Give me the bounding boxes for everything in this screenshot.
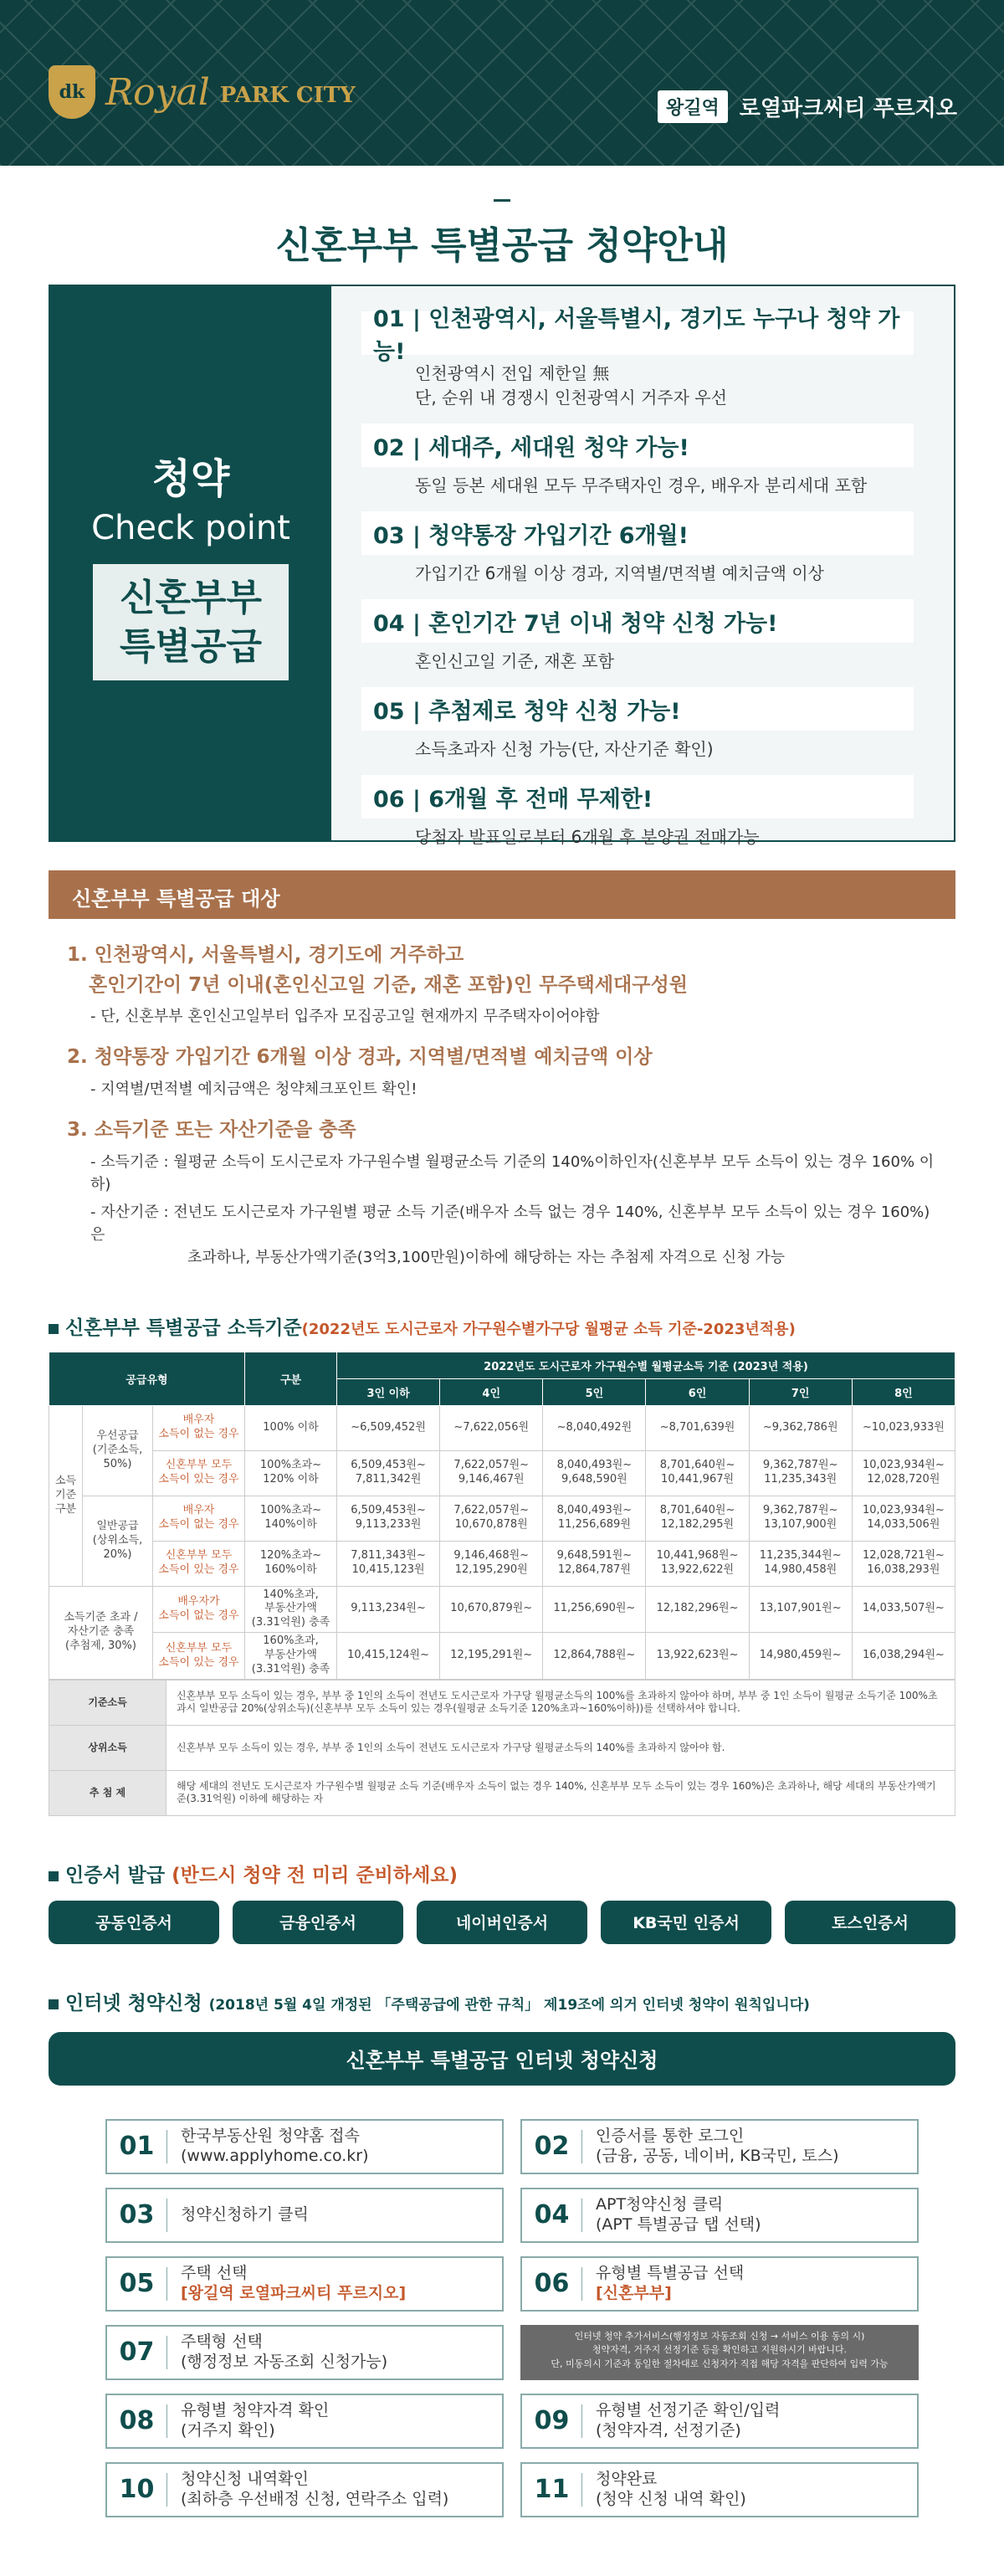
checkpoint-head: 02 | 세대주, 세대원 청약 가능! [361,423,914,467]
checkpoint-sub: Check point [91,509,290,548]
step-title: APT청약신청 클릭 [596,2195,724,2214]
col-div: 구분 [245,1352,337,1405]
income-value: 6,509,453원~ 9,113,233원 [337,1496,440,1541]
cert-button[interactable]: KB국민 인증서 [601,1901,771,1944]
col-header: 8인 [852,1378,955,1405]
income-value: 9,146,468원~ 12,195,290원 [440,1541,543,1586]
step-title: 인증서를 통한 로그인 [596,2127,745,2146]
apply-step [105,2325,504,2380]
note-text: 해당 세대의 전년도 도시근로자 가구원수별 월평균 소득 기준(배우자 소득이 없는 경우 140%, 신혼부부 모두 소득이 있는 경우 160%)은 초과하나, 해당 세대의 부동산가액기준(3.31억원) 이하에 해당하는 자 [166,1770,955,1815]
income-value: 11,256,690원~ [543,1586,646,1633]
checkpoint-head: 06 | 6개월 후 전매 무제한! [361,775,914,818]
step-note: 인터넷 청약 추가서비스(행정정보 자동조회 신청 → 서비스 이용 동의 시) 청약자격, 거주지 선정기준 등을 확인하고 지원하시기 바랍니다. 단, 미동의시 기준과 동일한 절차대로 신청자가 직접 해당 자격을 판단하여 입력 가능 [520,2325,919,2380]
apply-step [520,2256,919,2312]
supply-type: 소득기준 초과 / 자산기준 충족 (추첨제, 30%) [49,1586,153,1679]
target-1-heading-2: 혼인기간이 7년 이내(혼인신고일 기준, 재혼 포함)인 무주택세대구성원 [89,973,688,996]
page-title: 신혼부부 특별공급 청약안내 [0,199,1004,266]
income-value: ~8,701,639원 [646,1405,749,1450]
income-value: ~7,622,056원 [440,1405,543,1450]
step-number: 06 [522,2267,582,2301]
income-value: 8,701,640원~ 10,441,967원 [646,1450,749,1496]
checkpoint-item [361,423,914,498]
income-value: ~10,023,933원 [852,1405,955,1450]
step-sub: (금융, 공동, 네이버, KB국민, 토스) [596,2146,839,2165]
target-2-note: - 지역별/면적별 예치금액은 청약체크포인트 확인! [90,1080,417,1098]
step-text [582,2470,746,2510]
cert-button[interactable]: 토스인증서 [785,1901,955,1944]
row-group: 소득 기준 구분 [49,1405,83,1586]
income-value: 12,028,721원~ 16,038,293원 [852,1541,955,1586]
col-header: 5인 [543,1378,646,1405]
checkpoint-left [50,286,331,840]
apply-step [520,2119,919,2174]
note-key: 추 첨 제 [49,1770,166,1815]
step-title: 청약신청 내역확인 [181,2470,309,2489]
logo-royal: Royal [105,70,210,114]
checkpoint-box [49,285,955,847]
complex-name: 로열파크씨티 푸르지오 [739,96,957,121]
income-value: 10,023,934원~ 14,033,506원 [852,1496,955,1541]
cert-button[interactable]: 공동인증서 [49,1901,219,1944]
checkpoint-head: 03 | 청약통장 가입기간 6개월! [361,511,914,555]
step-sub: [신혼부부] [596,2283,672,2302]
income-value: 12,195,291원~ [440,1633,543,1680]
cert-button[interactable]: 네이버인증서 [417,1901,587,1944]
note-row [49,1770,955,1815]
step-title: 청약신청하기 클릭 [181,2205,309,2224]
header-right [658,90,957,123]
target-3-note-asset: - 자산기준 : 전년도 도시근로자 가구원별 평균 소득 기준(배우자 소득 없는 경우 140%, 신혼부부 모두 소득이 있는 경우 160%)은 [90,1203,930,1244]
apply-steps [105,2119,899,2517]
station-badge: 왕길역 [658,90,728,123]
logo [49,65,356,119]
step-title: 주택 선택 [181,2264,248,2283]
step-number: 08 [107,2404,167,2438]
income-value: 8,040,493원~ 9,648,590원 [543,1450,646,1496]
cert-title: 인증서 발급 (반드시 청약 전 미리 준비하세요) [49,1860,955,1887]
target-1-heading: 1. 인천광역시, 서울특별시, 경기도에 거주하고 [67,944,464,966]
income-ratio: 100% 이하 [245,1405,337,1450]
apply-step [520,2394,919,2449]
income-value: 14,033,507원~ [852,1586,955,1633]
income-ratio: 160%초과, 부동산가액 (3.31억원) 충족 [245,1633,337,1680]
checkpoint-head: 01 | 인천광역시, 서울특별시, 경기도 누구나 청약 가능! [361,311,914,355]
cert-button[interactable]: 금융인증서 [233,1901,403,1944]
logo-park: PARK CITY [219,83,356,108]
income-ratio: 140%초과, 부동산가액 (3.31억원) 충족 [245,1586,337,1633]
income-value: 7,622,057원~ 9,146,467원 [440,1450,543,1496]
income-value: 10,441,968원~ 13,922,622원 [646,1541,749,1586]
checkpoint-item [361,599,914,674]
income-value: 16,038,294원~ [852,1633,955,1680]
step-number: 03 [107,2199,167,2232]
step-number: 01 [107,2130,167,2163]
checkpoint-desc: 소득초과자 신청 가능(단, 자산기준 확인) [415,739,714,759]
header [0,0,1004,166]
step-text [167,2264,406,2304]
target-1-note: - 단, 신혼부부 혼인신고일부터 입주자 모집공고일 현재까지 무주택자이어야함 [90,1008,600,1026]
income-case: 배우자 소득이 없는 경우 [153,1405,245,1450]
checkpoint-list [331,286,954,847]
income-table [49,1352,955,1680]
target-3-note-income: - 소득기준 : 월평균 소득이 도시근로자 가구원수별 월평균소득 기준의 140%이하인자(신혼부부 모두 소득이 있는 경우 160% 이하) [90,1152,935,1193]
step-sub: (거주지 확인) [181,2420,275,2440]
checkpoint-desc: 당첨자 발표일로부터 6개월 후 분양권 전매가능 [415,827,760,847]
income-value: 9,362,787원~ 13,107,900원 [749,1496,852,1541]
checkpoint-category: 신혼부부 특별공급 [93,564,289,680]
checkpoint-head: 04 | 혼인기간 7년 이내 청약 신청 가능! [361,599,914,643]
cert-buttons [49,1901,955,1944]
income-value: ~9,362,786원 [749,1405,852,1450]
col-header: 3인 이하 [337,1378,440,1405]
income-case: 신혼부부 모두 소득이 있는 경우 [153,1633,245,1680]
checkpoint-item [361,306,914,410]
income-value: 12,182,296원~ [646,1586,749,1633]
step-text [582,2127,839,2167]
income-value: 13,107,901원~ [749,1586,852,1633]
step-title: 유형별 청약자격 확인 [181,2401,330,2420]
income-value: 9,648,591원~ 12,864,787원 [543,1541,646,1586]
supply-type: 우선공급 (기준소득, 50%) [83,1405,153,1496]
table-row [49,1450,955,1496]
step-text [167,2127,369,2167]
checkpoint-item [361,775,914,849]
income-value: ~6,509,452원 [337,1405,440,1450]
apply-step [105,2119,504,2174]
income-value: 13,922,623원~ [646,1633,749,1680]
income-notes-table [49,1680,955,1816]
income-case: 배우자 소득이 없는 경우 [153,1496,245,1541]
apply-step [105,2462,504,2517]
step-number: 04 [522,2199,582,2232]
note-row [49,1725,955,1770]
step-text [582,2264,744,2304]
step-text [167,2205,309,2225]
table-row [49,1541,955,1586]
step-text [582,2195,761,2235]
table-row [49,1405,955,1450]
apply-step [105,2256,504,2312]
supply-type: 일반공급 (상위소득, 20%) [83,1496,153,1586]
table-row [49,1496,955,1541]
internet-title: 인터넷 청약신청 (2018년 5월 4일 개정된 「주택공급에 관한 규칙」 제19조에 의거 인터넷 청약이 원칙입니다) [49,1988,955,2015]
step-sub: (APT 특별공급 탭 선택) [596,2214,761,2234]
step-sub: (최하층 우선배정 신청, 연락주소 입력) [181,2489,449,2508]
checkpoint-head: 05 | 추첨제로 청약 신청 가능! [361,687,914,731]
income-value: 8,701,640원~ 12,182,295원 [646,1496,749,1541]
col-group: 2022년도 도시근로자 가구원수별 월평균소득 기준 (2023년 적용) [337,1352,955,1378]
income-value: 8,040,493원~ 11,256,689원 [543,1496,646,1541]
income-case: 신혼부부 모두 소득이 있는 경우 [153,1541,245,1586]
checkpoint-item [361,687,914,762]
step-title: 주택형 선택 [181,2332,263,2352]
income-value: 10,023,934원~ 12,028,720원 [852,1450,955,1496]
step-sub: (행정정보 자동조회 신청가능) [181,2352,388,2371]
checkpoint-desc: 가입기간 6개월 이상 경과, 지역별/면적별 예치금액 이상 [415,563,825,583]
col-header: 7인 [749,1378,852,1405]
table-row [49,1633,955,1680]
note-key: 상위소득 [49,1725,166,1770]
income-case: 배우자가 소득이 없는 경우 [153,1586,245,1633]
table-row [49,1586,955,1633]
target-3-note-asset-2: 초과하나, 부동산가액기준(3억3,100만원)이하에 해당하는 자는 추첨제 자격으로 신청 가능 [187,1248,785,1266]
checkpoint-label: 청약 [151,455,230,503]
income-value: ~8,040,492원 [543,1405,646,1450]
income-value: 11,235,344원~ 14,980,458원 [749,1541,852,1586]
step-sub: (www.applyhome.co.kr) [181,2146,369,2165]
step-number: 05 [107,2267,167,2301]
step-text [167,2332,387,2373]
step-title: 한국부동산원 청약홈 접속 [181,2127,360,2146]
income-value: 9,113,234원~ [337,1586,440,1633]
income-ratio: 100%초과~ 140%이하 [245,1496,337,1541]
col-type: 공급유형 [49,1352,245,1405]
checkpoint-desc: 인천광역시 전입 제한일 無 단, 순위 내 경쟁시 인천광역시 거주자 우선 [415,363,727,408]
target-section-title: 신혼부부 특별공급 대상 [49,870,955,919]
step-sub: (청약자격, 선정기준) [596,2420,741,2440]
note-text: 신혼부부 모두 소득이 있는 경우, 부부 중 1인의 소득이 전년도 도시근로자 가구당 월평균소득의 140%를 초과하지 않아야 함. [166,1725,955,1770]
step-number: 02 [522,2130,582,2163]
logo-emblem-icon: dk [49,65,95,119]
step-text [167,2401,329,2441]
income-value: 6,509,453원~ 7,811,342원 [337,1450,440,1496]
internet-apply-button[interactable]: 신혼부부 특별공급 인터넷 청약신청 [49,2032,955,2086]
target-list [67,941,937,1269]
step-number: 10 [107,2473,167,2507]
income-title: 신혼부부 특별공급 소득기준 (2022년도 도시근로자 가구원수별가구당 월평균 소득 기준-2023년적용) [49,1312,955,1340]
income-value: 10,415,124원~ [337,1633,440,1680]
step-number: 09 [522,2404,582,2438]
step-title: 유형별 선정기준 확인/입력 [596,2401,781,2420]
col-header: 4인 [440,1378,543,1405]
col-header: 6인 [646,1378,749,1405]
checkpoint-desc: 동일 등본 세대원 모두 무주택자인 경우, 배우자 분리세대 포함 [415,475,868,495]
step-text [582,2401,780,2441]
step-text [167,2470,448,2510]
target-2-heading: 2. 청약통장 가입기간 6개월 이상 경과, 지역별/면적별 예치금액 이상 [67,1046,653,1069]
income-case: 신혼부부 모두 소득이 있는 경우 [153,1450,245,1496]
checkpoint-desc: 혼인신고일 기준, 재혼 포함 [415,651,614,671]
income-value: 10,670,879원~ [440,1586,543,1633]
step-sub: [왕길역 로열파크씨티 푸르지오] [181,2283,407,2302]
apply-step [105,2188,504,2243]
target-3-heading: 3. 소득기준 또는 자산기준을 충족 [67,1118,356,1141]
income-value: 7,622,057원~ 10,670,878원 [440,1496,543,1541]
income-ratio: 100%초과~ 120% 이하 [245,1450,337,1496]
step-sub: (청약 신청 내역 확인) [596,2489,746,2508]
apply-step [520,2462,919,2517]
apply-step [105,2394,504,2449]
income-value: 12,864,788원~ [543,1633,646,1680]
apply-step [520,2188,919,2243]
step-title: 청약완료 [596,2470,658,2489]
income-value: 9,362,787원~ 11,235,343원 [749,1450,852,1496]
note-row [49,1680,955,1725]
income-ratio: 120%초과~ 160%이하 [245,1541,337,1586]
income-value: 14,980,459원~ [749,1633,852,1680]
note-key: 기준소득 [49,1680,166,1725]
step-number: 11 [522,2473,582,2507]
income-value: 7,811,343원~ 10,415,123원 [337,1541,440,1586]
checkpoint-item [361,511,914,586]
note-text: 신혼부부 모두 소득이 있는 경우, 부부 중 1인의 소득이 전년도 도시근로자 가구당 월평균소득의 100%를 초과하지 않아야 하며, 부부 중 1인 소득이 월평균 소득기준 100%초과시 일반공급 20%(상위소득)(신혼부부 모두 소득이 있는 경우(월평균 소득기준 120%초과~160%이하))를 선택하셔야 합니다. [166,1680,955,1725]
step-number: 07 [107,2336,167,2369]
step-title: 유형별 특별공급 선택 [596,2264,745,2283]
